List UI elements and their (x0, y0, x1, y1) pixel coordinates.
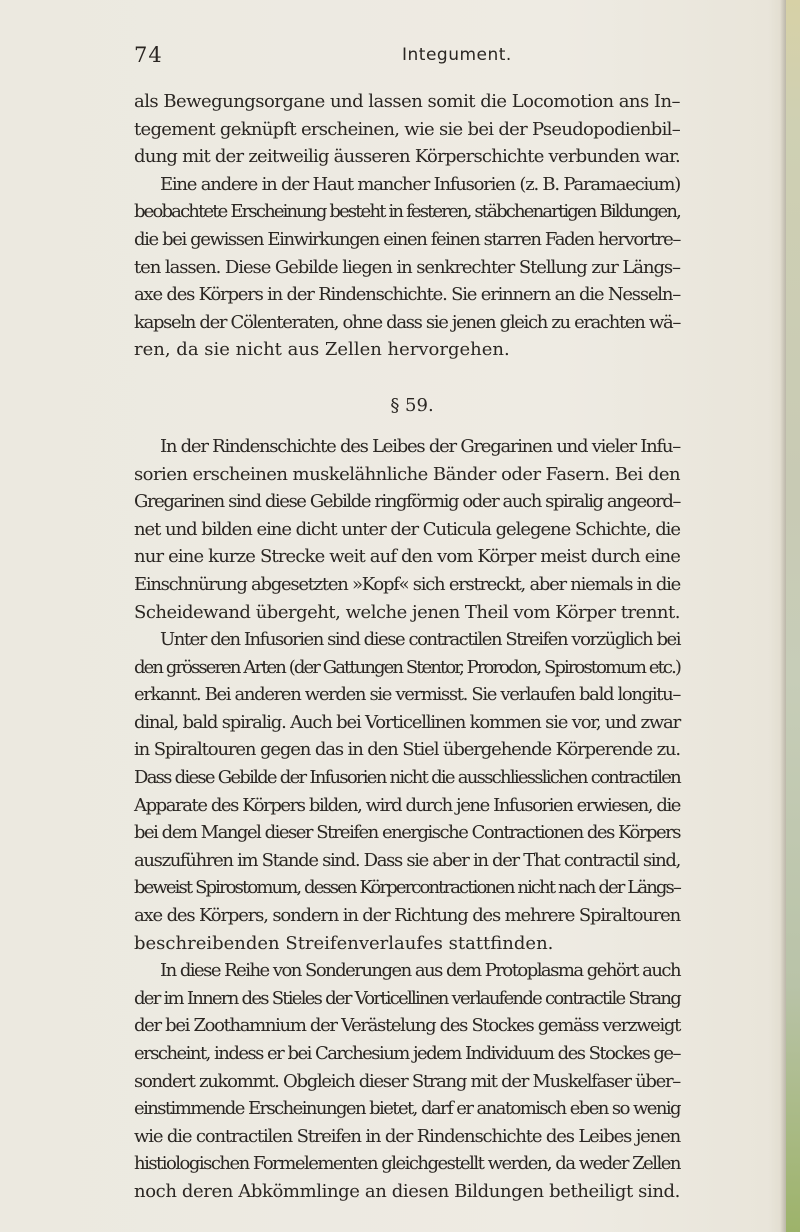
text-line: dinal, bald spiralig. Auch bei Vorticellinen kommen sie vor, und zwar (134, 711, 680, 733)
text-line: Einschnürung abgesetzten »Kopf« sich erstreckt, aber niemals in die (134, 573, 680, 595)
text-line: axe des Körpers, sondern in der Richtung des mehrere Spiraltouren (134, 905, 680, 927)
page-header (134, 43, 680, 73)
text-line: histiologischen Formelementen gleichgestellt werden, da weder Zellen (134, 1153, 680, 1175)
body-text (134, 88, 680, 1206)
text-line: der im Innern des Stieles der Vorticellinen verlaufende contractile Strang (134, 987, 680, 1009)
text-line: axe des Körpers in der Rindenschichte. Sie erinnern an die Nesseln– (134, 284, 680, 306)
page-edge-strip (786, 0, 800, 1232)
text-line: erkannt. Bei anderen werden sie vermisst. Sie verlaufen bald longitu– (134, 684, 680, 706)
text-line: bei dem Mangel dieser Streifen energische Contractionen des Körpers (134, 822, 680, 844)
text-line: erscheint, indess er bei Carchesium jedem Individuum des Stockes ge– (134, 1043, 680, 1064)
text-line: beweist Spirostomum, dessen Körpercontractionen nicht nach der Längs– (134, 877, 680, 899)
text-line: ten lassen. Diese Gebilde liegen in senkrechter Stellung zur Längs– (134, 256, 680, 278)
running-head: Integument. (402, 45, 512, 65)
text-line: tegement geknüpft erscheinen, wie sie bei der Pseudopodienbil– (134, 118, 680, 140)
section-heading: § 59. (390, 394, 434, 416)
text-line: dung mit der zeitweilig äusseren Körperschichte verbunden war. (134, 146, 680, 168)
text-line: als Bewegungsorgane und lassen somit die Locomotion ans In– (134, 91, 680, 112)
page-number: 74 (134, 43, 163, 67)
text-line: in Spiraltouren gegen das in den Stiel übergehende Körperende zu. (134, 739, 680, 761)
text-line: Scheidewand übergeht, welche jenen Theil vom Körper trennt. (134, 601, 680, 623)
text-line: den grösseren Arten (der Gattungen Stentor, Prorodon, Spirostomum etc.) (134, 656, 680, 678)
text-line: sondert zukommt. Obgleich dieser Strang mit der Muskelfaser über– (134, 1070, 680, 1092)
text-line: die bei gewissen Einwirkungen einen feinen starren Faden hervortre– (134, 228, 680, 250)
text-line: net und bilden eine dicht unter der Cuticula gelegene Schichte, die (134, 518, 680, 540)
text-line: In der Rindenschichte des Leibes der Gregarinen und vieler Infu– (160, 435, 680, 457)
text-line: der bei Zoothamnium der Verästelung des Stockes gemäss verzweigt (134, 1015, 680, 1037)
text-line: Gregarinen sind diese Gebilde ringförmig oder auch spiralig angeord– (134, 491, 680, 513)
text-line: In diese Reihe von Sonderungen aus dem Protoplasma gehört auch (160, 960, 681, 982)
text-line: auszuführen im Stande sind. Dass sie aber in der That contractil sind, (134, 849, 680, 871)
text-line: beschreibenden Streifenverlaufes stattfinden. (134, 932, 554, 954)
text-line: Apparate des Körpers bilden, wird durch jene Infusorien erwiesen, die (134, 794, 680, 816)
text-line: sorien erscheinen muskelähnliche Bänder oder Fasern. Bei den (134, 463, 680, 485)
text-line: beobachtete Erscheinung besteht in festeren, stäbchenartigen Bildungen, (134, 201, 680, 223)
text-line: nur eine kurze Strecke weit auf den vom Körper meist durch eine (134, 546, 680, 568)
text-line: einstimmende Erscheinungen bietet, darf er anatomisch eben so wenig (134, 1098, 680, 1120)
text-line: Unter den Infusorien sind diese contractilen Streifen vorzüglich bei (160, 629, 680, 651)
text-line: wie die contractilen Streifen in der Rindenschichte des Leibes jenen (134, 1125, 680, 1147)
text-line: Eine andere in der Haut mancher Infusorien (z. B. Paramaecium) (160, 173, 680, 195)
text-line: noch deren Abkömmlinge an diesen Bildungen betheiligt sind. (134, 1180, 680, 1202)
text-line: kapseln der Cölenteraten, ohne dass sie jenen gleich zu erachten wä– (134, 311, 680, 333)
text-line: ren, da sie nicht aus Zellen hervorgehen. (134, 339, 510, 361)
text-line: Dass diese Gebilde der Infusorien nicht die ausschliesslichen contractilen (134, 767, 680, 789)
section-spacer (134, 364, 680, 378)
